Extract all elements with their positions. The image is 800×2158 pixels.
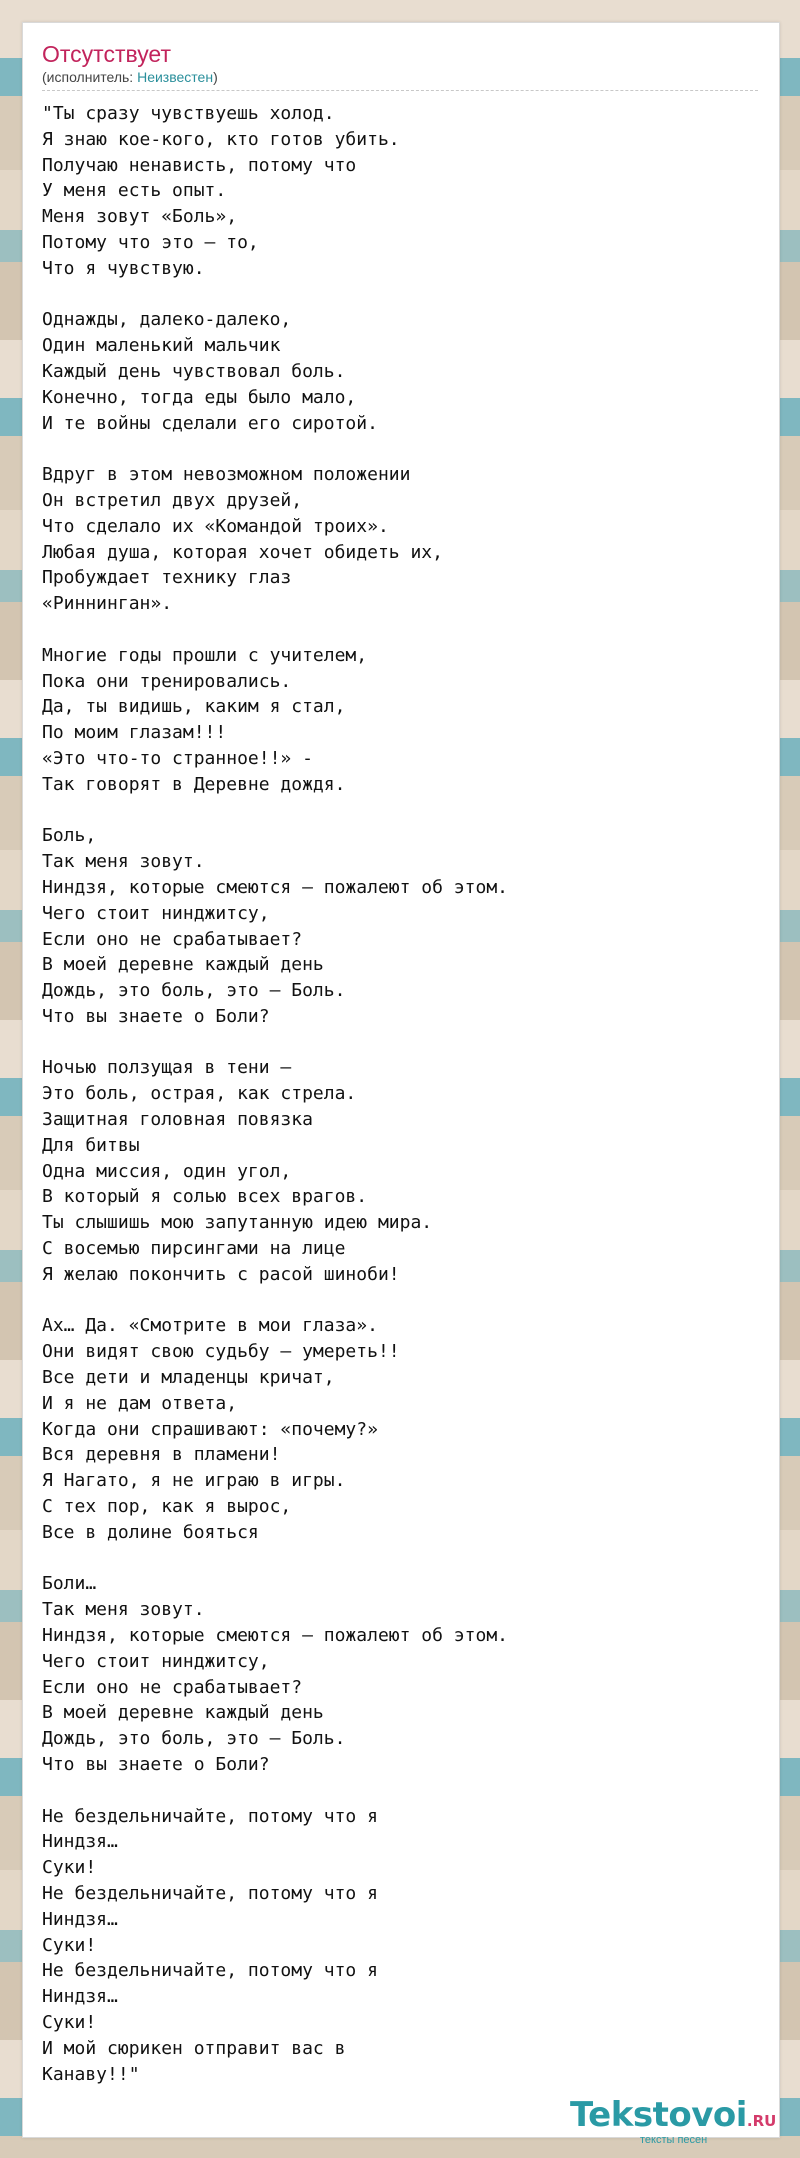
song-content xyxy=(42,40,758,2087)
artist-prefix: (исполнитель: xyxy=(42,69,138,85)
artist-link[interactable]: Неизвестен xyxy=(137,69,214,85)
artist-line xyxy=(42,68,758,91)
logo-tld: .RU xyxy=(746,2112,777,2130)
artist-suffix: ) xyxy=(213,69,218,85)
song-title: Отсутствует xyxy=(42,41,171,67)
logo-name: Tekstovoi xyxy=(570,2095,747,2135)
site-logo[interactable] xyxy=(570,2095,776,2135)
logo-tagline: тексты песен xyxy=(640,2134,708,2146)
lyrics-text: "Ты сразу чувствуешь холод. Я знаю кое-кого, кто готов убить. Получаю ненависть, потому что У меня есть опыт. Меня зовут «Боль», Потому что это – то, Что я чувствую. Однажды, далеко-далеко, Один маленький мальчик Каждый день чувствовал боль. Конечно, тогда еды было мало, И те войны сделали его сиротой. Вдруг в этом невозможном положении Он встретил двух друзей, Что сделало их «Командой троих». Любая душа, которая хочет обидеть их, Пробуждает технику глаз «Риннинган». Многие годы прошли с учителем, Пока они тренировались. Да, ты видишь, каким я стал, По моим глазам!!! «Это что-то странное!!» - Так говорят в Деревне дождя. Боль, Так меня зовут. Ниндзя, которые смеются – пожалеют об этом. Чего стоит нинджитсу, Если оно не срабатывает? В моей деревне каждый день Дождь, это боль, это – Боль. Что вы знаете о Боли? Ночью ползущая в тени – Это боль, острая, как стрела. Защитная головная повязка Для битвы Одна миссия, один угол, В который я солью всех врагов. Ты слышишь мою запутанную идею мира. С восемью пирсингами на лице Я желаю покончить с расой шиноби! Ах… Да. «Смотрите в мои глаза». Они видят свою судьбу – умереть!! Все дети и младенцы кричат, И я не дам ответа, Когда они спрашивают: «почему?» Вся деревня в пламени! Я Нагато, я не играю в игры. С тех пор, как я вырос, Все в долине бояться Боли… Так меня зовут. Ниндзя, которые смеются – пожалеют об этом. Чего стоит нинджитсу, Если оно не срабатывает? В моей деревне каждый день Дождь, это боль, это – Боль. Что вы знаете о Боли? Не бездельничайте, потому что я Ниндзя… Суки! Не бездельничайте, потому что я Ниндзя… Суки! Не бездельничайте, потому что я Ниндзя… Суки! И мой сюрикен отправит вас в Канаву!!" xyxy=(42,103,508,2085)
